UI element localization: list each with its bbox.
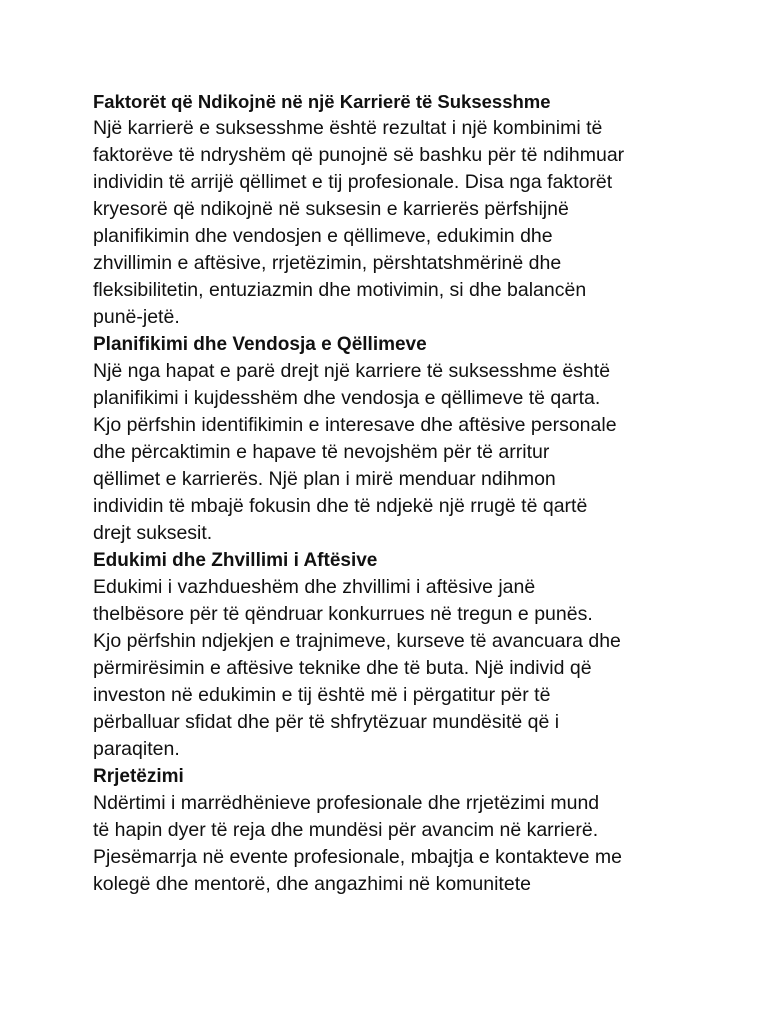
text-line: Një karrierë e suksesshme është rezultat i një kombinimi të [93, 117, 603, 139]
text-line: investon në edukimin e tij është më i përgatitur për të [93, 684, 551, 706]
text-line: planifikimi i kujdesshëm dhe vendosja e qëllimeve të qarta. [93, 387, 601, 409]
text-line: planifikimin dhe vendosjen e qëllimeve, edukimin dhe [93, 225, 553, 247]
text-line: dhe përcaktimin e hapave të nevojshëm për të arritur [93, 441, 550, 463]
section-paragraph-edukimi [93, 574, 713, 763]
section-heading-edukimi: Edukimi dhe Zhvillimi i Aftësive [93, 550, 378, 571]
text-line: paraqiten. [93, 738, 180, 760]
text-line: Ndërtimi i marrëdhënieve profesionale dhe rrjetëzimi mund [93, 792, 600, 814]
section-paragraph-rrjetezimi [93, 790, 713, 898]
text-line: thelbësore për të qëndruar konkurrues në tregun e punës. [93, 603, 593, 625]
text-line: Pjesëmarrja në evente profesionale, mbajtja e kontakteve me [93, 846, 622, 868]
document-page [93, 88, 713, 898]
text-line: Kjo përfshin identifikimin e interesave dhe aftësive personale [93, 414, 617, 436]
text-line: fleksibilitetin, entuziazmin dhe motivimin, si dhe balancën [93, 279, 587, 301]
text-line: Edukimi i vazhdueshëm dhe zhvillimi i aftësive janë [93, 576, 536, 598]
text-line: Kjo përfshin ndjekjen e trajnimeve, kurseve të avancuara dhe [93, 630, 621, 652]
text-line: përmirësimin e aftësive teknike dhe të buta. Një individ që [93, 657, 592, 679]
text-line: të hapin dyer të reja dhe mundësi për avancim në karrierë. [93, 819, 599, 841]
text-line: drejt suksesit. [93, 522, 213, 544]
text-line: Një nga hapat e parë drejt një karriere të suksesshme është [93, 360, 611, 382]
text-line: përballuar sfidat dhe për të shfrytëzuar mundësitë që i [93, 711, 560, 733]
section-paragraph-planifikimi [93, 358, 713, 547]
document-title: Faktorët që Ndikojnë në një Karrierë të Suksesshme [93, 91, 551, 112]
text-line: faktorëve të ndryshëm që punojnë së bashku për të ndihmuar [93, 144, 625, 166]
text-line: individin të mbajë fokusin dhe të ndjekë një rrugë të qartë [93, 495, 588, 517]
text-line: zhvillimin e aftësive, rrjetëzimin, përshtatshmërinë dhe [93, 252, 562, 274]
text-line: qëllimet e karrierës. Një plan i mirë menduar ndihmon [93, 468, 556, 490]
text-line: kryesorë që ndikojnë në suksesin e karrierës përfshijnë [93, 198, 569, 220]
section-heading-planifikimi: Planifikimi dhe Vendosja e Qëllimeve [93, 334, 427, 355]
text-line: individin të arrijë qëllimet e tij profesionale. Disa nga faktorët [93, 171, 613, 193]
text-line: punë-jetë. [93, 306, 180, 328]
section-heading-rrjetezimi: Rrjetëzimi [93, 766, 184, 787]
text-line: kolegë dhe mentorë, dhe angazhimi në komunitete [93, 873, 531, 895]
intro-paragraph [93, 115, 713, 331]
